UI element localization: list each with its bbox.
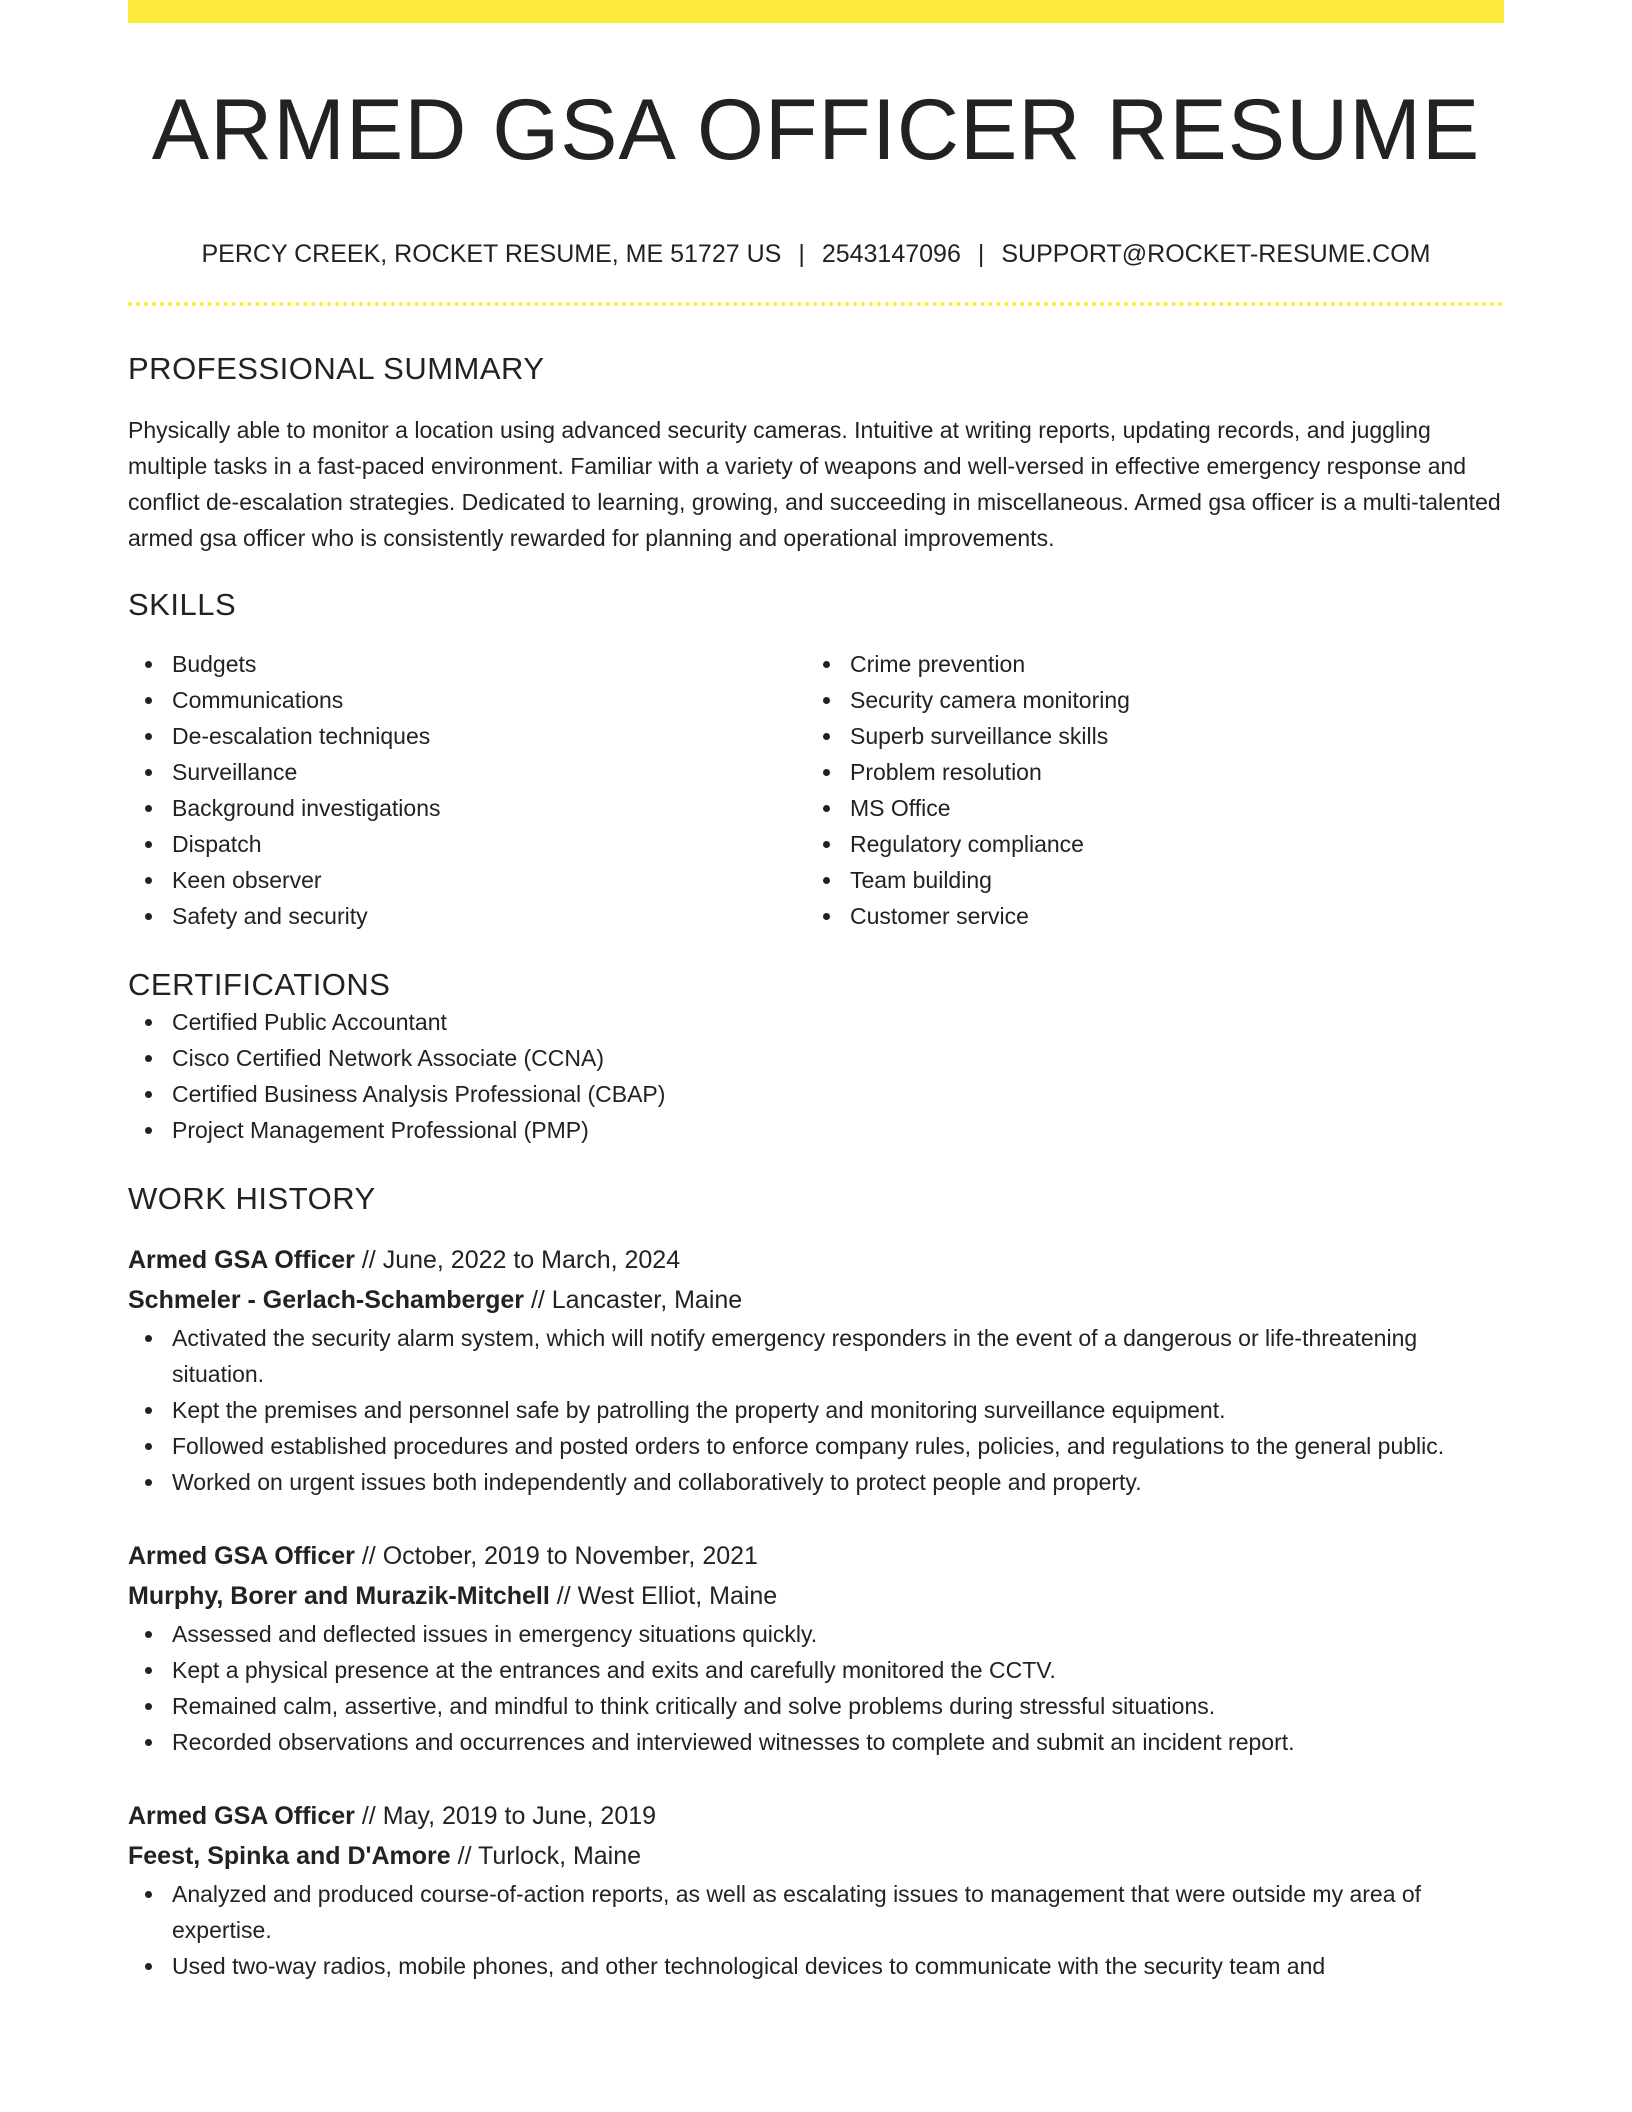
skill-item: MS Office: [806, 790, 1484, 826]
job-duties-list: [128, 1320, 1504, 1500]
skill-item: Regulatory compliance: [806, 826, 1484, 862]
skill-item: De-escalation techniques: [128, 718, 806, 754]
job-title-line: [128, 1536, 1504, 1576]
skill-item: Problem resolution: [806, 754, 1484, 790]
work-history-heading: WORK HISTORY: [128, 1181, 376, 1216]
skills-grid: [128, 646, 1504, 934]
skills-list-left: [128, 646, 806, 934]
certification-item: Project Management Professional (PMP): [128, 1112, 1504, 1148]
dotted-divider: [128, 302, 1504, 306]
job-dates: // May, 2019 to June, 2019: [354, 1802, 657, 1830]
skill-item: Dispatch: [128, 826, 806, 862]
skill-item: Background investigations: [128, 790, 806, 826]
job-company: Schmeler - Gerlach-Schamberger: [128, 1286, 524, 1314]
job-location: // Turlock, Maine: [450, 1842, 642, 1870]
job-title-line: [128, 1796, 1504, 1836]
job-duty: Activated the security alarm system, which will notify emergency responders in the event of a dangerous or life-threatening situation.: [128, 1320, 1504, 1392]
skill-item: Team building: [806, 862, 1484, 898]
job-title-line: [128, 1240, 1504, 1280]
job-duty: Kept a physical presence at the entrances and exits and carefully monitored the CCTV.: [128, 1652, 1504, 1688]
job-duties-list: [128, 1616, 1504, 1760]
job-duty: Assessed and deflected issues in emergency situations quickly.: [128, 1616, 1504, 1652]
resume-page: [128, 0, 1504, 1984]
resume-title: ARMED GSA OFFICER RESUME: [151, 82, 1481, 178]
job-duty: Remained calm, assertive, and mindful to think critically and solve problems during stressful situations.: [128, 1688, 1504, 1724]
contact-separator: |: [798, 240, 805, 268]
skills-column-right: [806, 646, 1484, 934]
skill-item: Keen observer: [128, 862, 806, 898]
job-company-line: [128, 1836, 1504, 1876]
certification-item: Certified Public Accountant: [128, 1004, 1504, 1040]
skill-item: Crime prevention: [806, 646, 1484, 682]
contact-line: [128, 237, 1504, 271]
job-entry: [128, 1796, 1504, 1984]
contact-separator: |: [977, 240, 985, 268]
job-duty: Analyzed and produced course-of-action reports, as well as escalating issues to management that were outside my area of expertise.: [128, 1876, 1504, 1948]
certification-item: Cisco Certified Network Associate (CCNA): [128, 1040, 1504, 1076]
job-title: Armed GSA Officer: [128, 1246, 355, 1274]
skills-heading: SKILLS: [128, 587, 237, 622]
certifications-list: [128, 1004, 1504, 1148]
certification-item: Certified Business Analysis Professional (CBAP): [128, 1076, 1504, 1112]
skill-item: Customer service: [806, 898, 1484, 934]
contact-address: PERCY CREEK, ROCKET RESUME, ME 51727 US: [201, 240, 782, 268]
job-entry: [128, 1240, 1504, 1500]
skills-list-right: [806, 646, 1484, 934]
skill-item: Surveillance: [128, 754, 806, 790]
job-duty: Used two-way radios, mobile phones, and other technological devices to communicate with the security team and: [128, 1948, 1504, 1984]
summary-text: Physically able to monitor a location using advanced security cameras. Intuitive at writing reports, updating records, and juggling multiple tasks in a fast-paced environment. Familiar with a variety of weapons and well-versed in effective emergency response and conflict de-escalation strategies. Dedicated to learning, growing, and succeeding in miscellaneous. Armed gsa officer is a multi-talented armed gsa officer who is consistently rewarded for planning and operational improvements.: [128, 417, 1501, 551]
job-company: Feest, Spinka and D'Amore: [128, 1842, 451, 1870]
skill-item: Superb surveillance skills: [806, 718, 1484, 754]
skill-item: Safety and security: [128, 898, 806, 934]
job-entry: [128, 1536, 1504, 1760]
contact-email: SUPPORT@ROCKET-RESUME.COM: [1001, 240, 1431, 268]
skill-item: Budgets: [128, 646, 806, 682]
job-duties-list: [128, 1876, 1504, 1984]
skill-item: Communications: [128, 682, 806, 718]
job-title: Armed GSA Officer: [128, 1802, 355, 1830]
job-location: // West Elliot, Maine: [549, 1582, 778, 1610]
job-duty: Kept the premises and personnel safe by patrolling the property and monitoring surveillance equipment.: [128, 1392, 1504, 1428]
contact-phone: 2543147096: [821, 240, 961, 268]
job-duty: Recorded observations and occurrences and interviewed witnesses to complete and submit an incident report.: [128, 1724, 1504, 1760]
skills-column-left: [128, 646, 806, 934]
job-title: Armed GSA Officer: [128, 1542, 355, 1570]
summary-heading: PROFESSIONAL SUMMARY: [128, 351, 545, 386]
job-dates: // June, 2022 to March, 2024: [354, 1246, 681, 1274]
job-company-line: [128, 1576, 1504, 1616]
job-dates: // October, 2019 to November, 2021: [354, 1542, 758, 1570]
job-company: Murphy, Borer and Murazik-Mitchell: [128, 1582, 550, 1610]
job-duty: Worked on urgent issues both independently and collaboratively to protect people and property.: [128, 1464, 1504, 1500]
certifications-heading: CERTIFICATIONS: [128, 967, 391, 1002]
job-location: // Lancaster, Maine: [524, 1286, 743, 1314]
accent-top-bar: [128, 0, 1504, 23]
skill-item: Security camera monitoring: [806, 682, 1484, 718]
job-duty: Followed established procedures and posted orders to enforce company rules, policies, and regulations to the general public.: [128, 1428, 1504, 1464]
job-company-line: [128, 1280, 1504, 1320]
